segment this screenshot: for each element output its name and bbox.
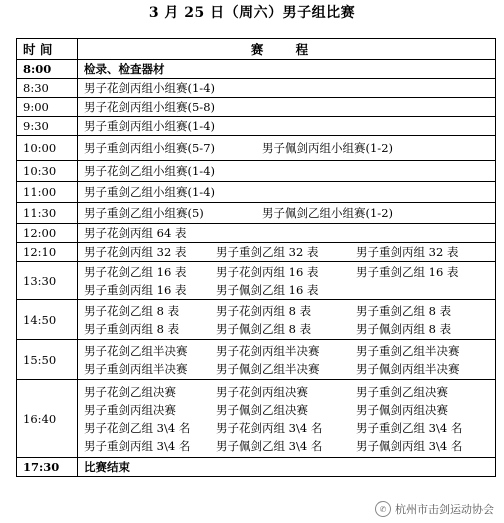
event-cell (78, 182, 496, 203)
event-line (84, 263, 489, 281)
event-item: 男子佩剑丙组小组赛(1-2) (262, 141, 393, 155)
event-item: 男子佩剑乙组半决赛 (216, 361, 320, 376)
time-cell: 10:00 (17, 136, 78, 161)
event-item: 男子佩剑丙组 8 表 (356, 321, 452, 336)
event-item: 男子重剑丙组 16 表 (84, 282, 187, 297)
schedule-body (17, 60, 496, 477)
time-cell: 10:30 (17, 161, 78, 182)
event-cell (78, 340, 496, 380)
event-header: 赛 程 (78, 39, 496, 60)
event-cell (78, 243, 496, 262)
event-item: 男子重剑乙组 3\4 名 (356, 420, 463, 435)
event-item: 男子重剑丙组半决赛 (84, 361, 188, 376)
event-item: 男子花剑丙组小组赛(1-4) (84, 81, 215, 95)
time-cell: 13:30 (17, 262, 78, 300)
event-line (84, 360, 489, 378)
time-cell: 17:30 (17, 458, 78, 477)
event-item: 男子佩剑乙组决赛 (216, 402, 308, 417)
watermark (373, 501, 496, 517)
table-row (17, 98, 496, 117)
event-item: 男子花剑乙组 3\4 名 (84, 420, 191, 435)
time-cell: 16:40 (17, 380, 78, 458)
event-item: 男子重剑乙组小组赛(5) (84, 206, 204, 220)
event-line (84, 437, 489, 455)
event-cell (78, 262, 496, 300)
event-item: 男子佩剑乙组小组赛(1-2) (262, 206, 393, 220)
event-cell (78, 224, 496, 243)
event-item: 男子佩剑乙组 8 表 (216, 321, 312, 336)
event-line (84, 117, 489, 135)
event-item: 男子花剑丙组 64 表 (84, 226, 187, 240)
event-line (84, 342, 489, 360)
table-row (17, 300, 496, 340)
event-line (84, 302, 489, 320)
event-line (84, 281, 489, 299)
table-row (17, 161, 496, 182)
event-item: 男子佩剑丙组半决赛 (356, 361, 460, 376)
event-line (84, 79, 489, 97)
event-item: 男子花剑丙组半决赛 (216, 343, 320, 358)
time-cell: 12:00 (17, 224, 78, 243)
event-item: 男子花剑丙组 8 表 (216, 303, 312, 318)
table-row (17, 224, 496, 243)
event-item: 男子重剑乙组决赛 (356, 384, 448, 399)
event-line (84, 139, 489, 157)
event-item: 男子重剑丙组小组赛(1-4) (84, 119, 215, 133)
watermark-text: 杭州市击剑运动协会 (395, 503, 494, 516)
table-row (17, 243, 496, 262)
event-item: 男子重剑乙组半决赛 (356, 343, 460, 358)
event-item: 男子重剑乙组 8 表 (356, 303, 452, 318)
event-item: 男子重剑乙组小组赛(1-4) (84, 185, 215, 199)
event-line (84, 204, 489, 222)
event-item: 男子花剑乙组决赛 (84, 384, 176, 399)
event-item: 男子花剑丙组小组赛(5-8) (84, 100, 215, 114)
table-row (17, 203, 496, 224)
event-cell (78, 117, 496, 136)
time-cell: 14:50 (17, 300, 78, 340)
event-cell (78, 300, 496, 340)
event-item: 男子重剑乙组 16 表 (356, 264, 459, 279)
event-item: 比赛结束 (84, 460, 130, 474)
event-cell (78, 136, 496, 161)
event-item: 男子重剑丙组决赛 (84, 402, 176, 417)
table-row (17, 458, 496, 477)
table-row (17, 380, 496, 458)
time-cell: 9:00 (17, 98, 78, 117)
time-cell: 15:50 (17, 340, 78, 380)
event-item: 男子佩剑乙组 16 表 (216, 282, 319, 297)
event-line (84, 458, 489, 476)
table-row (17, 79, 496, 98)
event-cell (78, 380, 496, 458)
event-item: 男子花剑乙组 16 表 (84, 264, 187, 279)
event-line (84, 383, 489, 401)
event-item: 男子佩剑丙组决赛 (356, 402, 448, 417)
event-cell (78, 458, 496, 477)
event-line (84, 162, 489, 180)
event-item: 男子花剑丙组决赛 (216, 384, 308, 399)
event-cell (78, 79, 496, 98)
event-line (84, 320, 489, 338)
time-cell: 9:30 (17, 117, 78, 136)
event-line (84, 60, 489, 78)
event-cell (78, 98, 496, 117)
table-row (17, 117, 496, 136)
event-item: 男子花剑乙组小组赛(1-4) (84, 164, 215, 178)
table-row (17, 340, 496, 380)
event-item: 男子佩剑丙组 3\4 名 (356, 438, 463, 453)
page-title: 3 月 25 日（周六）男子组比赛 (148, 5, 356, 21)
table-row (17, 136, 496, 161)
table-header-row (17, 39, 496, 60)
time-cell: 11:30 (17, 203, 78, 224)
event-line (84, 224, 489, 242)
time-header: 时 间 (17, 39, 78, 60)
time-cell: 11:00 (17, 182, 78, 203)
schedule-table (16, 38, 496, 477)
event-line (84, 98, 489, 116)
event-item: 男子重剑丙组 3\4 名 (84, 438, 191, 453)
event-item: 男子花剑乙组 8 表 (84, 303, 180, 318)
time-cell: 8:30 (17, 79, 78, 98)
event-item: 男子花剑乙组半决赛 (84, 343, 188, 358)
event-item: 检录、检查器材 (84, 62, 165, 76)
event-item: 男子佩剑乙组 3\4 名 (216, 438, 323, 453)
time-cell: 8:00 (17, 60, 78, 79)
event-item: 男子花剑丙组 32 表 (84, 245, 187, 259)
table-row (17, 262, 496, 300)
event-item: 男子重剑丙组 8 表 (84, 321, 180, 336)
event-line (84, 243, 489, 261)
event-item: 男子重剑丙组小组赛(5-7) (84, 141, 215, 155)
event-cell (78, 60, 496, 79)
event-line (84, 183, 489, 201)
event-cell (78, 161, 496, 182)
event-line (84, 401, 489, 419)
wechat-icon: ✆ (375, 501, 391, 517)
event-item: 男子重剑丙组 32 表 (356, 245, 459, 259)
event-item: 男子花剑丙组 16 表 (216, 264, 319, 279)
table-row (17, 60, 496, 79)
event-item: 男子重剑乙组 32 表 (216, 245, 319, 259)
event-cell (78, 203, 496, 224)
table-row (17, 182, 496, 203)
event-item: 男子花剑丙组 3\4 名 (216, 420, 323, 435)
time-cell: 12:10 (17, 243, 78, 262)
event-line (84, 419, 489, 437)
